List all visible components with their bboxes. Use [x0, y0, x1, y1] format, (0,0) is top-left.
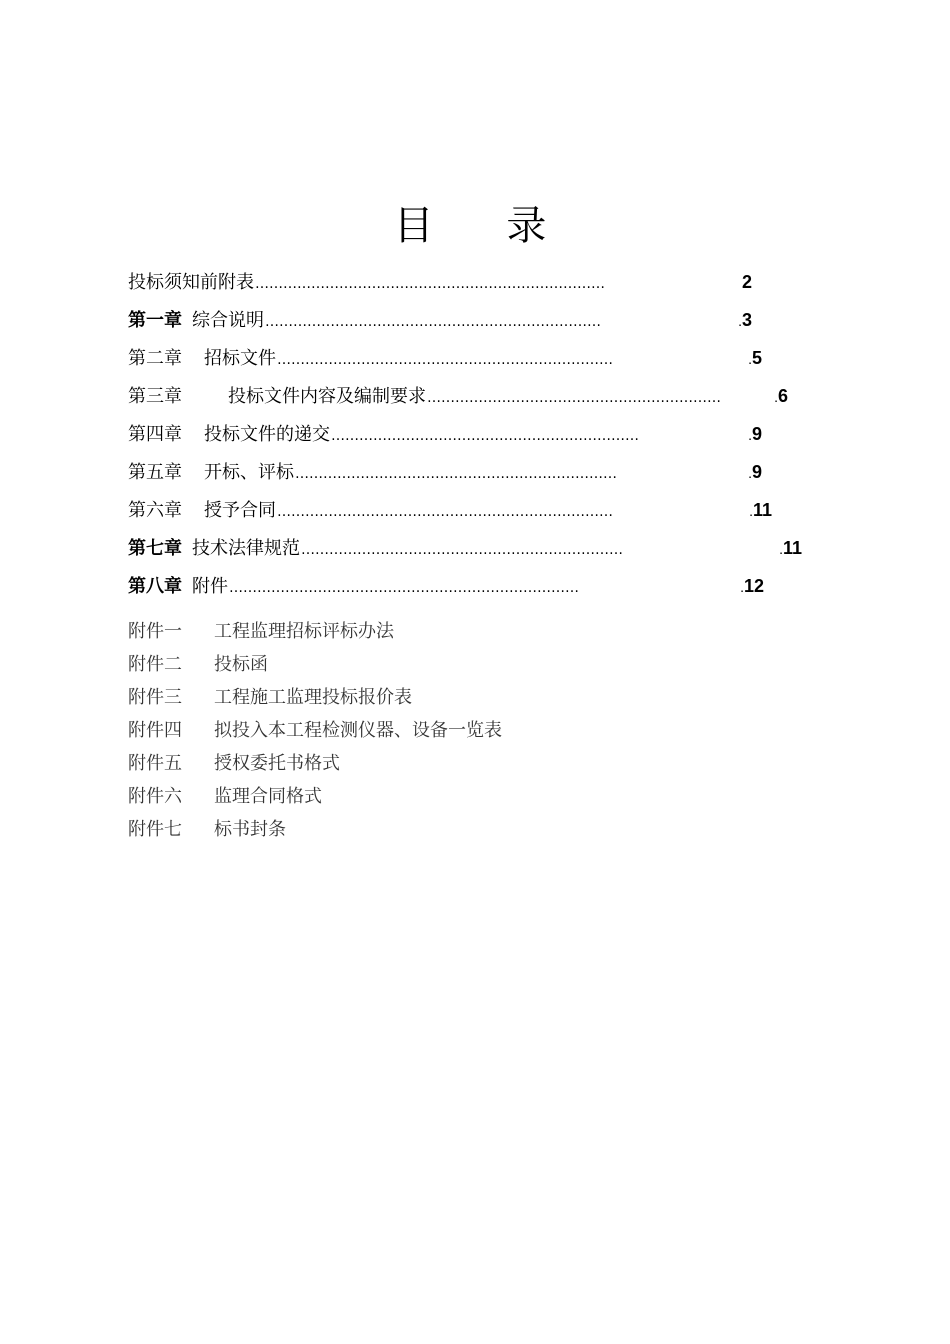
toc-entry-chapter-8[interactable]	[128, 573, 764, 599]
annex-number: 附件三	[128, 687, 182, 708]
toc-entry-label: 开标、评标	[204, 462, 294, 483]
toc-chapter-number: 第八章	[128, 576, 182, 597]
toc-entry-chapter-6[interactable]	[128, 497, 772, 523]
toc-dot-leader: …………………………………………………………………	[255, 276, 605, 292]
toc-entry-chapter-2[interactable]	[128, 345, 762, 371]
toc-dot-leader: ………………………………………………………………	[265, 314, 601, 330]
toc-entry-chapter-3[interactable]	[128, 383, 788, 409]
toc-page-number: .5	[748, 348, 762, 368]
toc-page-number: .11	[749, 500, 772, 520]
toc-chapter-number: 第四章	[128, 424, 182, 445]
toc-entry-label: 投标须知前附表	[128, 272, 254, 293]
toc-dot-leader: …………………………………………………………………	[229, 580, 579, 596]
toc-entry-chapter-5[interactable]	[128, 459, 762, 485]
annex-title: 投标函	[214, 654, 268, 675]
annex-number: 附件五	[128, 753, 182, 774]
toc-chapter-number: 第五章	[128, 462, 182, 483]
toc-dot-leader: ……………………………………………………………	[295, 466, 617, 482]
annex-title: 标书封条	[214, 819, 286, 840]
toc-entry-label: 投标文件的递交	[204, 424, 330, 445]
annex-number: 附件六	[128, 786, 182, 807]
annex-number: 附件七	[128, 819, 182, 840]
annex-item-1[interactable]	[128, 619, 394, 645]
annex-number: 附件二	[128, 654, 182, 675]
annex-item-5[interactable]	[128, 751, 340, 777]
toc-entry-chapter-1[interactable]	[128, 307, 752, 333]
toc-entry-label: 综合说明	[192, 310, 264, 331]
toc-entry-label: 招标文件	[204, 348, 276, 369]
annex-item-3[interactable]	[128, 685, 412, 711]
annex-item-4[interactable]	[128, 718, 502, 744]
toc-dot-leader: ………………………………………………………………	[277, 504, 613, 520]
annex-title: 工程施工监理投标报价表	[214, 687, 412, 708]
toc-chapter-number: 第七章	[128, 538, 182, 559]
annex-title: 拟投入本工程检测仪器、设备一览表	[214, 720, 502, 741]
annex-title: 监理合同格式	[214, 786, 322, 807]
toc-chapter-number: 第一章	[128, 310, 182, 331]
annex-number: 附件一	[128, 621, 182, 642]
page-title: 目 录	[393, 203, 577, 249]
toc-chapter-number: 第二章	[128, 348, 182, 369]
toc-entry-chapter-7[interactable]	[128, 535, 802, 561]
toc-page-number: .12	[740, 576, 764, 596]
toc-page-number: .6	[774, 386, 788, 406]
toc-page-number: .9	[748, 462, 762, 482]
toc-entry-label: 投标文件内容及编制要求	[228, 386, 426, 407]
toc-entry-label: 技术法律规范	[192, 538, 300, 559]
toc-dot-leader: ……………………………………………………………	[301, 542, 623, 558]
toc-page-number: .3	[738, 310, 752, 330]
toc-page-number: .11	[779, 538, 802, 558]
toc-entry-label: 授予合同	[204, 500, 276, 521]
annex-number: 附件四	[128, 720, 182, 741]
toc-entry-front-table[interactable]	[128, 269, 752, 295]
annex-title: 授权委托书格式	[214, 753, 340, 774]
toc-dot-leader: ………………………………………………………	[427, 390, 721, 406]
toc-page-number: .9	[748, 424, 762, 444]
toc-chapter-number: 第三章	[128, 386, 182, 407]
annex-item-7[interactable]	[128, 817, 286, 843]
toc-entry-chapter-4[interactable]	[128, 421, 762, 447]
annex-title: 工程监理招标评标办法	[214, 621, 394, 642]
toc-page-number: 2	[741, 272, 752, 292]
annex-item-6[interactable]	[128, 784, 322, 810]
toc-entry-label: 附件	[192, 576, 228, 597]
annex-item-2[interactable]	[128, 652, 268, 678]
toc-dot-leader: …………………………………………………………	[331, 428, 639, 444]
toc-dot-leader: ………………………………………………………………	[277, 352, 613, 368]
toc-chapter-number: 第六章	[128, 500, 182, 521]
